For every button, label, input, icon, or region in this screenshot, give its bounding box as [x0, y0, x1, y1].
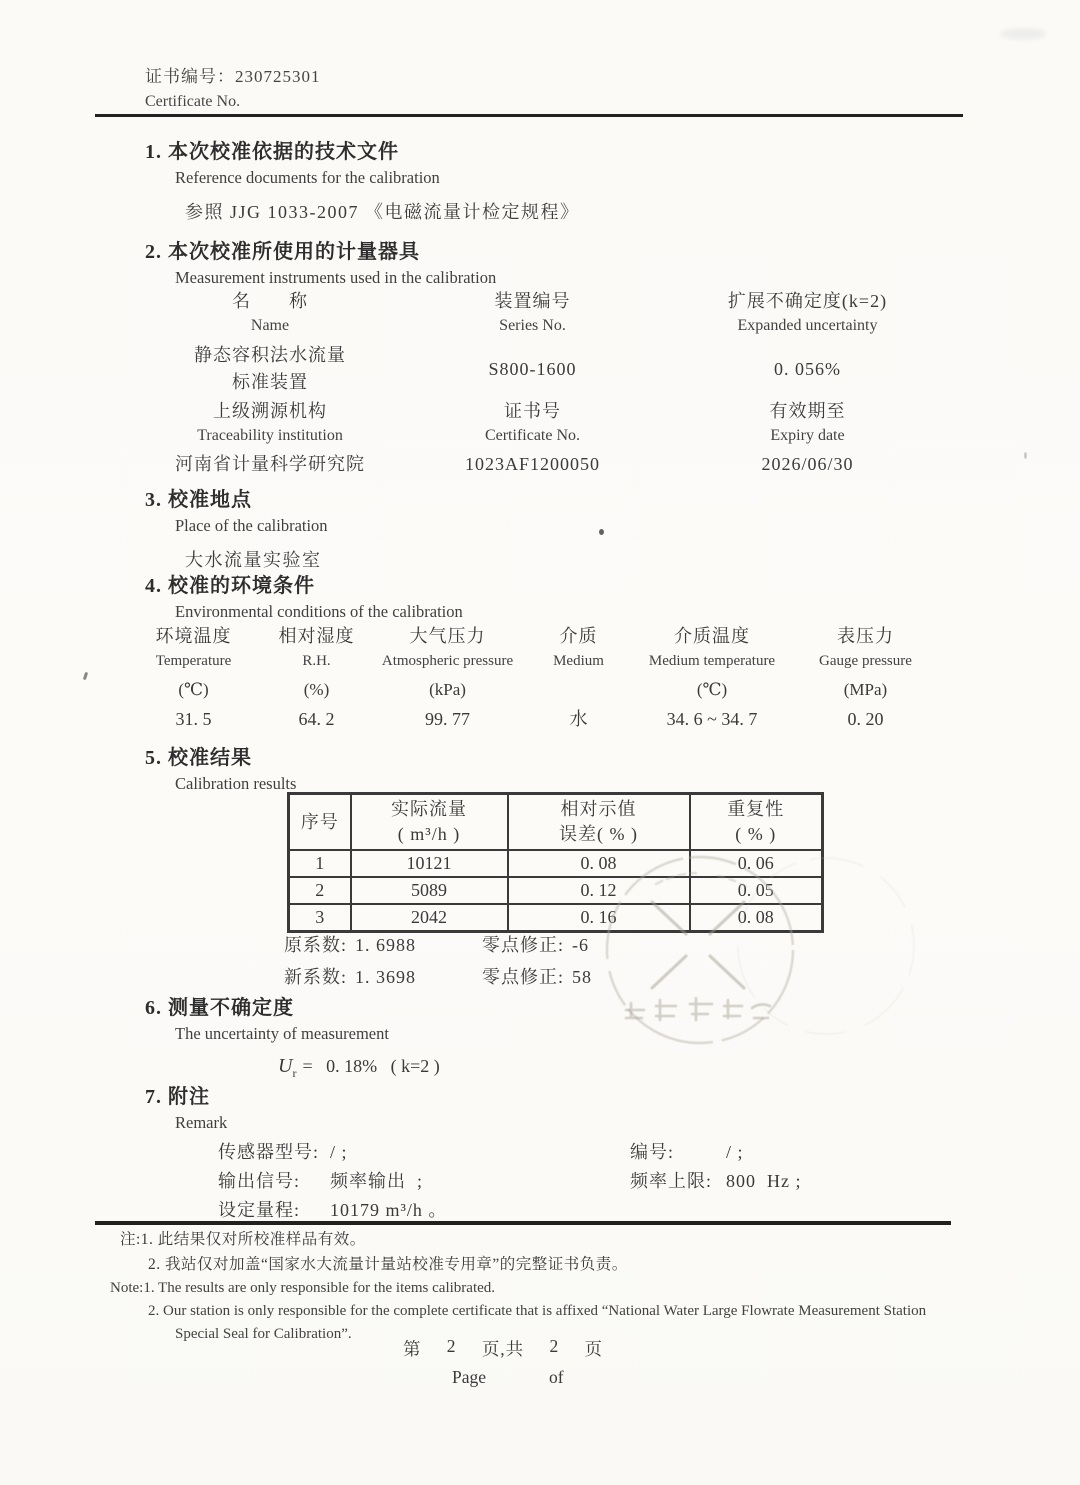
frequency-limit-row	[630, 1167, 802, 1196]
results-cell: 5089	[351, 877, 508, 904]
env-medium-value: 水	[569, 709, 588, 729]
results-cell: 1	[289, 850, 351, 877]
env-gauge-en: Gauge pressure	[819, 653, 912, 669]
instrument-name-line2: 标准装置	[232, 372, 308, 392]
page-number-zh	[403, 1336, 603, 1361]
section-3	[145, 486, 328, 572]
results-cell: 0. 05	[690, 877, 823, 904]
uncertainty-subscript: r	[292, 1065, 297, 1080]
env-rh-value: 64. 2	[298, 709, 335, 729]
results-header-error-zh: 相对示值	[560, 799, 637, 819]
sensor-model-value: / ;	[330, 1142, 348, 1162]
traceability-expiry-date: 2026/06/30	[761, 454, 854, 474]
section-7-title-en: Remark	[175, 1113, 228, 1132]
instruments-row-1	[140, 340, 950, 398]
scan-speck	[83, 672, 88, 681]
env-rh-en: R.H.	[302, 653, 331, 669]
col-series-zh: 装置编号	[494, 291, 571, 311]
results-cell: 0. 06	[690, 850, 823, 877]
results-header-flow-unit: ( m³/h )	[397, 824, 461, 844]
section-7-number: 7.	[145, 1086, 162, 1108]
results-header-repeatability	[690, 794, 823, 851]
col-uncertainty-zh: 扩展不确定度(k=2)	[727, 291, 888, 311]
sensor-model-label: 传感器型号:	[218, 1142, 320, 1162]
calibration-results-table	[287, 792, 824, 933]
section-6	[145, 994, 440, 1081]
environment-header-zh	[133, 622, 948, 650]
traceability-header-en	[140, 425, 950, 450]
header-rule	[95, 114, 963, 117]
remark-right-column	[630, 1138, 802, 1196]
serial-label: 编号:	[630, 1142, 675, 1162]
results-header-error	[508, 794, 690, 851]
env-rh-zh: 相对湿度	[278, 626, 355, 646]
new-coefficient-value: 1. 3698	[355, 967, 417, 987]
section-7-title	[145, 1083, 227, 1111]
env-medium-en: Medium	[553, 653, 604, 669]
zero-correction-new	[482, 961, 592, 993]
col-name-zh: 名 称	[232, 291, 308, 311]
frequency-limit-value: 800 Hz ;	[726, 1171, 802, 1191]
results-header-repeatability-unit: ( % )	[735, 824, 777, 844]
old-coefficient-value: 1. 6988	[355, 935, 417, 955]
remark-left-column	[218, 1138, 447, 1225]
col-traceability-en: Traceability institution	[197, 427, 343, 444]
env-pressure-zh: 大气压力	[409, 626, 486, 646]
certificate-number-label-zh: 证书编号：	[145, 67, 235, 86]
env-gauge-value: 0. 20	[847, 709, 884, 729]
section-1	[145, 138, 580, 224]
environment-header-en	[133, 650, 948, 675]
results-cell: 0. 08	[690, 904, 823, 932]
col-uncertainty-en: Expanded uncertainty	[737, 317, 878, 334]
instruments-header-zh	[140, 288, 950, 315]
footer-rule	[95, 1221, 951, 1225]
notes-block	[110, 1228, 926, 1346]
section-4	[145, 572, 463, 624]
section-4-title	[145, 572, 463, 600]
coefficient-new-row	[284, 961, 592, 993]
results-header-error-unit: 误差( % )	[559, 824, 638, 844]
section-3-body: 大水流量实验室	[185, 550, 322, 570]
new-coefficient	[284, 961, 482, 993]
instrument-name	[140, 340, 400, 398]
results-header-flow	[351, 794, 508, 851]
results-cell: 3	[289, 904, 351, 932]
section-6-title	[145, 994, 440, 1022]
env-medium-unit	[516, 675, 641, 704]
old-coefficient	[284, 929, 482, 961]
traceability-row	[140, 450, 950, 478]
old-coefficient-label: 原系数:	[284, 935, 348, 955]
results-row-3	[289, 904, 823, 932]
env-medium-temp-value: 34. 6 ~ 34. 7	[666, 709, 758, 729]
section-6-number: 6.	[145, 997, 162, 1019]
instrument-uncertainty	[665, 340, 950, 398]
section-6-title-zh: 测量不确定度	[168, 997, 294, 1019]
of-label-en: of	[549, 1367, 564, 1387]
section-3-number: 3.	[145, 489, 162, 511]
section-5-title-en: Calibration results	[175, 774, 297, 793]
scan-speck	[599, 529, 604, 535]
section-3-title	[145, 486, 328, 514]
note-en-2: 2. Our station is only responsible for the complete certificate that is affixed “National Water Large Flowrate Measurement Station	[148, 1303, 927, 1319]
results-cell: 0. 12	[508, 877, 690, 904]
zero-correction-new-value: 58	[572, 967, 593, 987]
col-traceability-zh: 上级溯源机构	[213, 401, 327, 421]
instrument-name-line1: 静态容积法水流量	[194, 345, 346, 365]
section-3-title-en: Place of the calibration	[175, 516, 328, 535]
results-header-seq	[289, 794, 351, 851]
env-temp-unit: (℃)	[178, 680, 209, 699]
env-gauge-zh: 表压力	[837, 626, 894, 646]
section-4-title-zh: 校准的环境条件	[168, 575, 315, 597]
zero-correction-old	[482, 929, 589, 961]
col-expiry-en: Expiry date	[770, 427, 845, 444]
col-name-en: Name	[250, 317, 290, 334]
section-1-title	[145, 138, 580, 166]
sensor-model-row	[218, 1138, 447, 1167]
section-7-title-zh: 附注	[168, 1086, 210, 1108]
page-zh-ye-gong: 页,共	[481, 1339, 525, 1359]
results-cell: 2	[289, 877, 351, 904]
page-zh-ye: 页	[584, 1339, 603, 1359]
results-cell: 0. 16	[508, 904, 690, 932]
section-5	[145, 744, 296, 796]
note-zh-1: 注:1. 此结果仅对所校准样品有效。	[120, 1231, 366, 1248]
output-signal-row	[218, 1167, 447, 1196]
section-5-title	[145, 744, 296, 772]
col-certno-en: Certificate No.	[484, 427, 581, 444]
instruments-header-en	[140, 315, 950, 340]
env-pressure-value: 99. 77	[425, 709, 470, 729]
section-4-title-en: Environmental conditions of the calibration	[175, 602, 463, 621]
serial-value: / ;	[726, 1142, 744, 1162]
certificate-number-block	[145, 62, 321, 111]
note-en-1: Note:1. The results are only responsible for the items calibrated.	[110, 1280, 496, 1296]
env-rh-unit: (%)	[303, 680, 330, 699]
zero-correction-old-value: -6	[572, 935, 590, 955]
results-row-2	[289, 877, 823, 904]
col-certno-zh: 证书号	[504, 401, 561, 421]
env-medium-temp-zh: 介质温度	[674, 626, 750, 646]
section-7	[145, 1083, 227, 1135]
new-coefficient-label: 新系数:	[284, 967, 348, 987]
results-header-seq-label: 序号	[300, 811, 339, 832]
page-current: 2	[446, 1336, 457, 1356]
environment-table	[133, 622, 948, 734]
uncertainty-formula	[278, 1055, 440, 1081]
scan-speck	[1024, 452, 1027, 459]
env-pressure-en: Atmospheric pressure	[381, 653, 514, 669]
instrument-uncertainty-value: 0. 056%	[774, 358, 841, 379]
uncertainty-symbol: U	[278, 1055, 293, 1077]
output-signal-value: 频率输出 ;	[330, 1171, 424, 1191]
output-signal-label: 输出信号:	[218, 1171, 301, 1191]
zero-correction-new-label: 零点修正:	[482, 967, 565, 987]
page-zh-di: 第	[403, 1339, 422, 1359]
coefficient-old-row	[284, 929, 592, 961]
env-pressure-unit: (kPa)	[429, 680, 466, 699]
section-6-title-en: The uncertainty of measurement	[175, 1024, 389, 1043]
section-2-title-en: Measurement instruments used in the calibration	[175, 268, 497, 287]
frequency-limit-label: 频率上限:	[630, 1171, 713, 1191]
section-2	[145, 238, 496, 290]
results-header-repeatability-zh: 重复性	[727, 799, 785, 819]
section-1-number: 1.	[145, 141, 162, 163]
traceability-certificate-no: 1023AF1200050	[464, 454, 600, 474]
results-cell: 2042	[351, 904, 508, 932]
section-5-number: 5.	[145, 747, 162, 769]
section-1-title-en: Reference documents for the calibration	[175, 168, 440, 187]
instruments-table	[140, 288, 950, 478]
results-header-row	[289, 794, 823, 851]
results-header-flow-zh: 实际流量	[391, 799, 467, 819]
page-label-en: Page	[452, 1367, 487, 1387]
col-expiry-zh: 有效期至	[769, 401, 846, 421]
note-en-3: Special Seal for Calibration”.	[175, 1326, 352, 1342]
section-2-number: 2.	[145, 241, 162, 263]
section-3-title-zh: 校准地点	[168, 489, 252, 511]
results-cell: 10121	[351, 850, 508, 877]
env-gauge-unit: (MPa)	[843, 680, 888, 699]
scan-smudge	[1000, 28, 1046, 40]
instrument-series	[400, 340, 665, 398]
page-total: 2	[549, 1336, 560, 1356]
section-5-title-zh: 校准结果	[168, 747, 252, 769]
coefficients-block	[284, 929, 592, 993]
env-temp-zh: 环境温度	[155, 626, 232, 646]
uncertainty-expression: = 0. 18% ( k=2 )	[302, 1056, 440, 1076]
stamp-text-illegible	[626, 998, 770, 1020]
results-cell: 0. 08	[508, 850, 690, 877]
env-medium-temp-en: Medium temperature	[648, 653, 776, 669]
section-1-title-zh: 本次校准依据的技术文件	[168, 141, 399, 163]
traceability-institution: 河南省计量科学研究院	[175, 454, 365, 474]
set-range-value: 10179 m³/h 。	[330, 1200, 448, 1220]
section-1-body: 参照 JJG 1033-2007 《电磁流量计检定规程》	[185, 202, 580, 222]
instrument-series-value: S800-1600	[488, 358, 577, 379]
env-medium-temp-unit: (℃)	[696, 680, 728, 699]
note-zh-2: 2. 我站仅对加盖“国家水大流量计量站校准专用章”的完整证书负责。	[148, 1255, 628, 1273]
serial-row	[630, 1138, 802, 1167]
traceability-header-zh	[140, 398, 950, 425]
environment-values	[133, 704, 948, 734]
env-temp-en: Temperature	[155, 653, 232, 669]
section-4-number: 4.	[145, 575, 162, 597]
env-temp-value: 31. 5	[175, 709, 212, 729]
section-2-title	[145, 238, 496, 266]
env-medium-zh: 介质	[559, 626, 598, 646]
results-row-1	[289, 850, 823, 877]
certificate-number-line	[145, 62, 321, 87]
certificate-number-label-en: Certificate No.	[145, 93, 241, 110]
environment-units	[133, 675, 948, 704]
zero-correction-old-label: 零点修正:	[482, 935, 565, 955]
set-range-label: 设定量程:	[218, 1200, 301, 1220]
section-2-title-zh: 本次校准所使用的计量器具	[168, 241, 420, 263]
certificate-number-value: 230725301	[235, 67, 321, 86]
col-series-en: Series No.	[499, 317, 566, 334]
